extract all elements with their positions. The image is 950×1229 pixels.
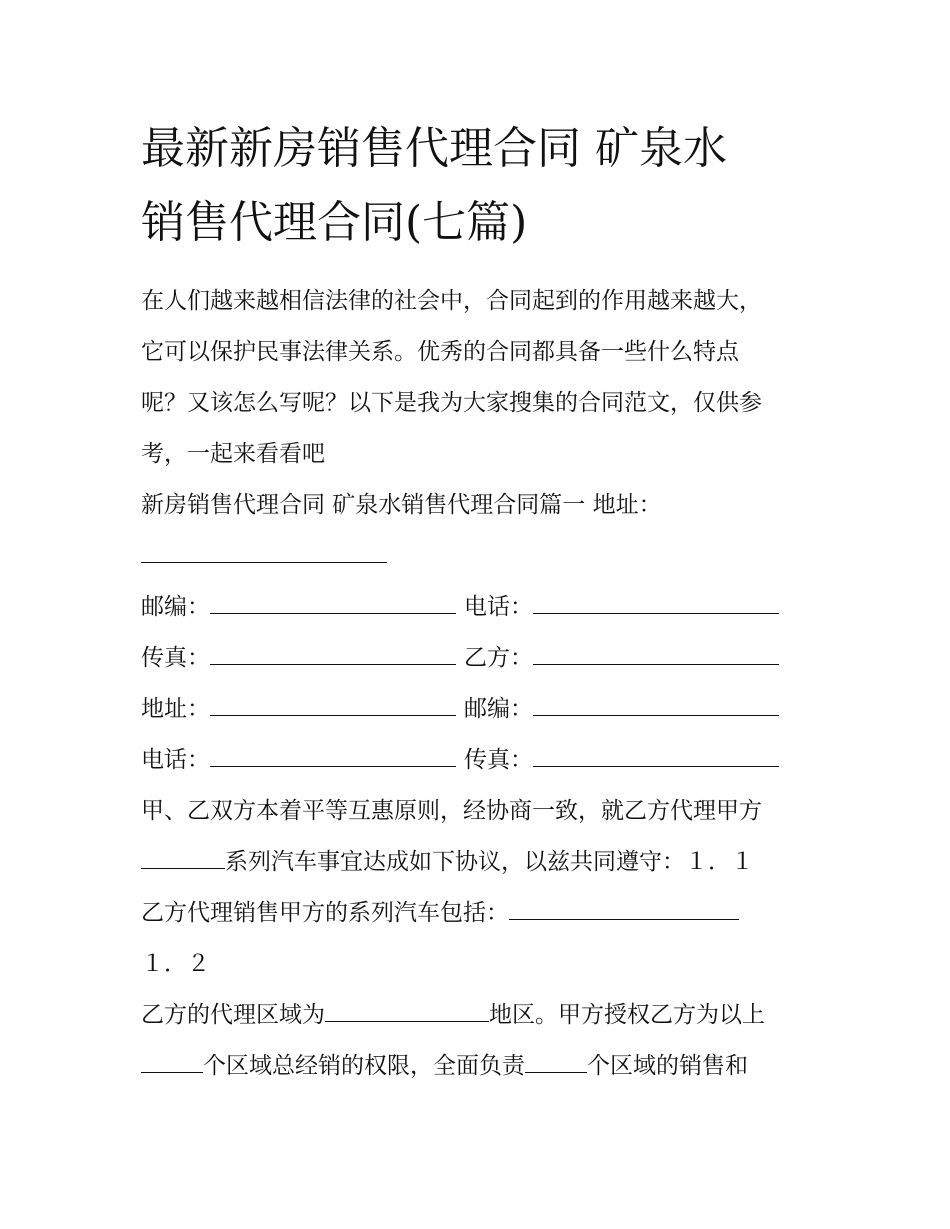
para3-suffix: 地区。甲方授权乙方为以上	[489, 1002, 765, 1028]
para2-text: 乙方代理销售甲方的系列汽车包括：	[141, 900, 509, 926]
para4-part1: 个区域总经销的权限，全面负责	[203, 1053, 525, 1079]
postcode2-label: 邮编：	[464, 696, 533, 722]
document-body	[141, 276, 813, 1092]
phone2-label: 电话：	[141, 747, 210, 773]
car-types-blank	[509, 899, 739, 920]
title-line-2: 销售代理合同(七篇)	[141, 197, 528, 248]
region-count-blank-2	[525, 1052, 587, 1073]
para4-part2: 个区域的销售和	[587, 1053, 748, 1079]
para1-line-2-text: 系列汽车事宜达成如下协议，以兹共同遵守：１．１	[225, 849, 754, 875]
party-b-label: 乙方：	[464, 645, 533, 671]
document-title	[141, 112, 813, 260]
fax-blank	[210, 644, 456, 665]
fax2-label: 传真：	[464, 747, 533, 773]
region-count-blank-1	[141, 1052, 203, 1073]
fax-label: 传真：	[141, 645, 210, 671]
intro-line-1: 在人们越来越相信法律的社会中，合同起到的作用越来越大，	[141, 288, 762, 314]
postcode-label: 邮编：	[141, 594, 210, 620]
para3-line	[141, 990, 813, 1041]
field-row-4	[141, 735, 813, 786]
para4-line	[141, 1041, 813, 1092]
region-blank	[325, 1001, 489, 1022]
intro-line-3: 呢？又该怎么写呢？以下是我为大家搜集的合同范文，仅供参	[141, 390, 762, 416]
field-row-2	[141, 633, 813, 684]
postcode-blank	[210, 593, 456, 614]
phone-label: 电话：	[464, 594, 533, 620]
para1-line-1: 甲、乙双方本着平等互惠原则，经协商一致，就乙方代理甲方	[141, 798, 762, 824]
address-blank-line	[141, 531, 813, 582]
intro-line-2: 它可以保护民事法律关系。优秀的合同都具备一些什么特点	[141, 339, 739, 365]
document-content	[141, 112, 813, 1092]
para1-line-2	[141, 837, 813, 888]
intro-line-4: 考，一起来看看吧	[141, 441, 325, 467]
address-label: 地址：	[141, 696, 210, 722]
phone2-blank	[210, 746, 456, 767]
car-series-blank	[141, 848, 225, 869]
field-row-3	[141, 684, 813, 735]
fax2-blank	[533, 746, 779, 767]
section-heading: 新房销售代理合同 矿泉水销售代理合同篇一 地址：	[141, 492, 662, 518]
address-blank	[141, 542, 387, 563]
field-row-1	[141, 582, 813, 633]
phone-blank	[533, 593, 779, 614]
title-line-1: 最新新房销售代理合同 矿泉水	[141, 123, 727, 174]
party-b-blank	[533, 644, 779, 665]
address2-blank	[210, 695, 456, 716]
para2-line	[141, 888, 813, 939]
clause-number: １．２	[141, 951, 210, 977]
postcode2-blank	[533, 695, 779, 716]
para3-prefix: 乙方的代理区域为	[141, 1002, 325, 1028]
